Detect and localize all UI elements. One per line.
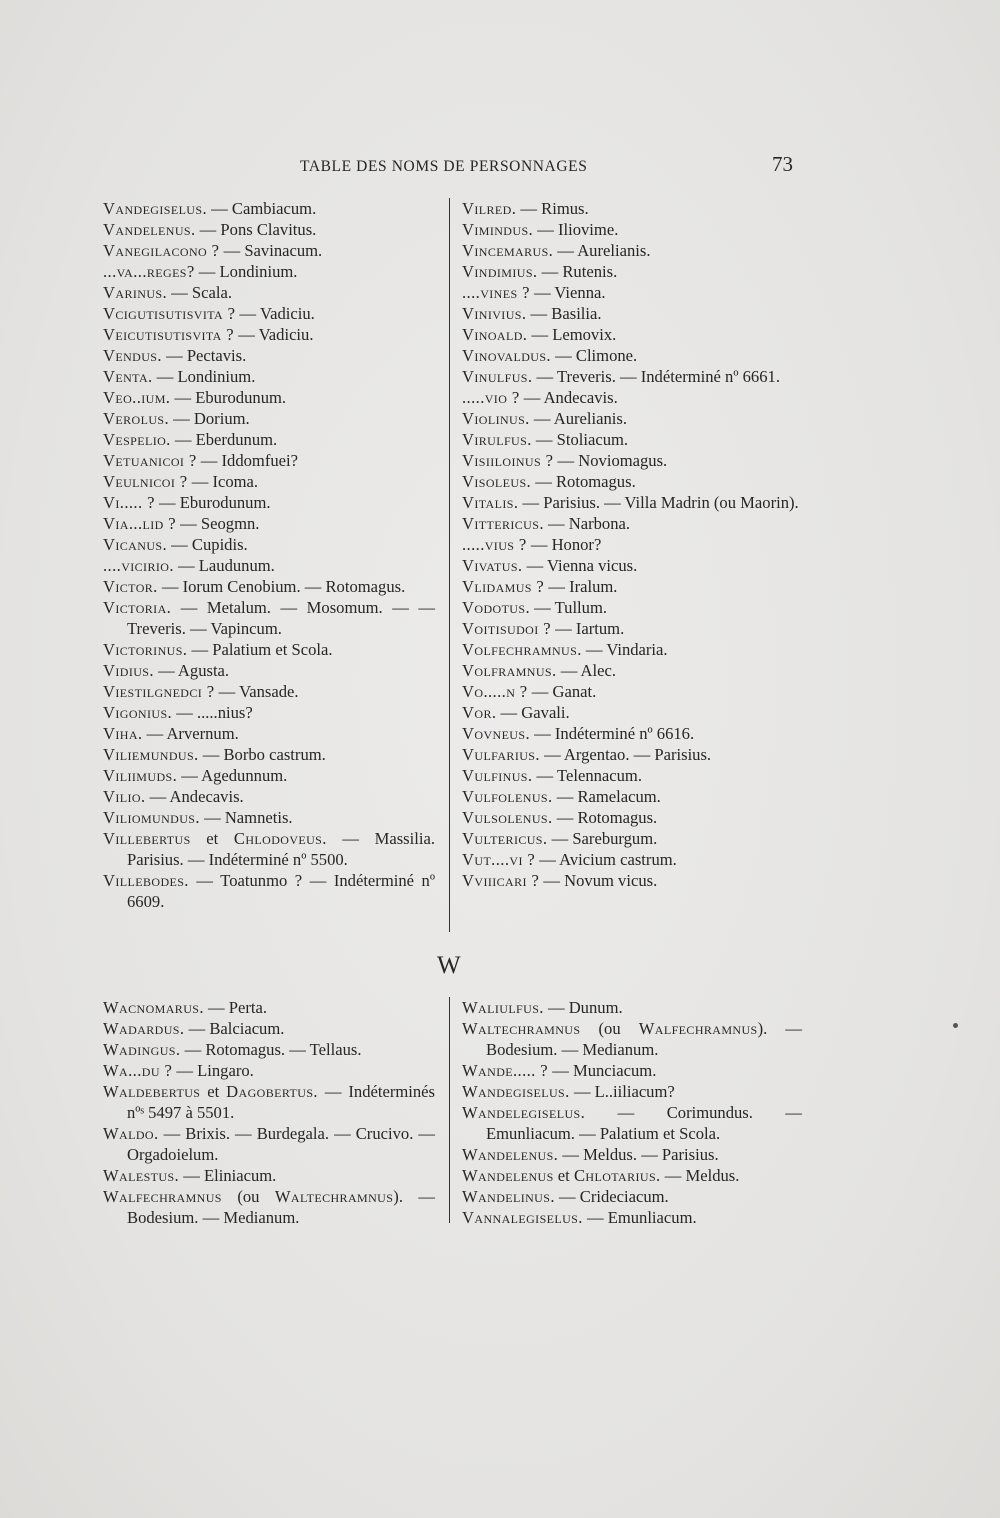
entry-connector: (ou (580, 1019, 639, 1038)
entry-places: — Indéterminé nº 6616. (530, 724, 695, 743)
index-entry (103, 786, 435, 807)
index-entry (462, 240, 802, 261)
index-entry (462, 429, 802, 450)
index-entry (462, 408, 802, 429)
index-entry (462, 324, 802, 345)
entry-places: — Rotomagus. (531, 472, 636, 491)
entry-name: Vinulfus. (462, 367, 533, 386)
entry-places: — Iddomfuei? (196, 451, 299, 470)
entry-name: Vivatus. (462, 556, 523, 575)
index-entry (103, 997, 435, 1018)
index-entry (103, 723, 435, 744)
entry-name: Vinovaldus. (462, 346, 551, 365)
index-entry (462, 492, 802, 513)
index-entry (462, 576, 802, 597)
entry-name: Wacnomarus. (103, 998, 204, 1017)
entry-places: — Stoliacum. (531, 430, 629, 449)
entry-places: — Rotomagus. — Tellaus. (180, 1040, 362, 1059)
entry-places: — Vadiciu. (235, 304, 315, 323)
entry-name: Verolus. (103, 409, 170, 428)
entry-places: — Avicium castrum. (535, 850, 677, 869)
entry-places: — Balciacum. (184, 1019, 285, 1038)
entry-name: Vlidamus ? (462, 577, 545, 596)
page-number: 73 (772, 152, 793, 176)
index-entry (103, 429, 435, 450)
entry-places: — Savinacum. (219, 241, 323, 260)
entry-connector: et (190, 829, 234, 848)
index-column-upper-right (462, 198, 802, 891)
index-entry (103, 1018, 435, 1039)
margin-dot (953, 1023, 958, 1028)
entry-name: Wadardus. (103, 1019, 185, 1038)
index-entry (462, 870, 802, 891)
index-entry (462, 828, 802, 849)
entry-name-secondary: Waltechramnus (274, 1187, 394, 1206)
entry-places: — Scala. (167, 283, 232, 302)
entry-name: Vetuanicoi ? (103, 451, 197, 470)
entry-connector: et (200, 1082, 227, 1101)
entry-name: Visiiloinus ? (462, 451, 554, 470)
entry-places: — Dunum. (543, 998, 623, 1017)
index-entry (103, 366, 435, 387)
entry-name: Vindimius. (462, 262, 538, 281)
index-entry (103, 534, 435, 555)
entry-name: Waltechramnus (462, 1019, 581, 1038)
entry-places: — Aurelianis. (553, 241, 651, 260)
entry-connector: et (553, 1166, 574, 1185)
entry-places: — Corimundus. — Emunliacum. — Palatium et Scola. (486, 1103, 802, 1143)
entry-name: .....vius ? (462, 535, 527, 554)
entry-name: Viliomundus. (103, 808, 200, 827)
column-divider-upper (449, 198, 450, 932)
entry-places: — Vienna vicus. (522, 556, 638, 575)
entry-name: Vincemarus. (462, 241, 554, 260)
index-entry (462, 198, 802, 219)
entry-places: — Eburodunum. (154, 493, 271, 512)
entry-places: — Vindaria. (581, 640, 668, 659)
index-entry (462, 807, 802, 828)
index-entry (462, 345, 802, 366)
entry-places: — Crideciacum. (554, 1187, 669, 1206)
entry-places: — Lingaro. (172, 1061, 254, 1080)
entry-name: Vor. (462, 703, 497, 722)
entry-name: Venta. (103, 367, 153, 386)
entry-places: — Narbona. (543, 514, 631, 533)
entry-places: — Pons Clavitus. (195, 220, 317, 239)
entry-places: — Lemovix. (527, 325, 617, 344)
entry-places: — Honor? (526, 535, 602, 554)
entry-places: — Telennacum. (532, 766, 642, 785)
index-entry (462, 681, 802, 702)
entry-name: Vittericus. (462, 514, 544, 533)
entry-places: — Cambiacum. (207, 199, 317, 218)
entry-places: — Seogmn. (176, 514, 260, 533)
entry-name: Vandelenus. (103, 220, 196, 239)
entry-name: ....vines ? (462, 283, 530, 302)
index-entry (103, 492, 435, 513)
index-entry (103, 324, 435, 345)
entry-name: Veo..ium. (103, 388, 171, 407)
entry-places: — Sareburgum. (547, 829, 658, 848)
entry-places: — Munciacum. (548, 1061, 657, 1080)
entry-name: Wande..... ? (462, 1061, 549, 1080)
entry-name: Volfechramnus. (462, 640, 582, 659)
index-entry (103, 303, 435, 324)
entry-name: Wandelenus (462, 1166, 554, 1185)
index-entry (103, 219, 435, 240)
entry-name: Varinus. (103, 283, 168, 302)
entry-name: Victorinus. (103, 640, 188, 659)
entry-places: — Iorum Cenobium. — Rotomagus. (157, 577, 406, 596)
entry-places: — Icoma. (187, 472, 259, 491)
index-entry (462, 1165, 802, 1186)
entry-places: — Iliovime. (533, 220, 619, 239)
entry-name: Virulfus. (462, 430, 532, 449)
index-entry (462, 597, 802, 618)
index-entry (462, 660, 802, 681)
entry-places: — Londinium. (152, 367, 256, 386)
index-column-lower-right (462, 997, 802, 1228)
entry-places: — Meldus. — Parisius. (558, 1145, 719, 1164)
entry-places: — Iartum. (550, 619, 625, 638)
entry-name: Viliemundus. (103, 745, 199, 764)
entry-name: Violinus. (462, 409, 530, 428)
index-entry (462, 723, 802, 744)
entry-places: — Parisius. — Villa Madrin (ou Maorin). (518, 493, 799, 512)
entry-name: Vespelio. (103, 430, 171, 449)
entry-name: Wadingus. (103, 1040, 181, 1059)
index-entry (462, 618, 802, 639)
entry-places: — Tullum. (530, 598, 608, 617)
entry-places: — Argentao. — Parisius. (539, 745, 712, 764)
entry-name: Victor. (103, 577, 158, 596)
index-entry (462, 744, 802, 765)
entry-places: — Arvernum. (142, 724, 239, 743)
index-entry (103, 597, 435, 639)
entry-name: Vcigutisutisvita ? (103, 304, 236, 323)
entry-places: — Iralum. (544, 577, 618, 596)
index-entry (103, 471, 435, 492)
index-entry (103, 555, 435, 576)
entry-name: Vinivius. (462, 304, 527, 323)
entry-places: ). — Bodesium. — Medianum. (127, 1187, 435, 1227)
entry-name: Via...lid ? (103, 514, 176, 533)
entry-places: — Agusta. (153, 661, 230, 680)
index-entry (462, 1018, 802, 1060)
entry-name: Villebertus (103, 829, 191, 848)
entry-places: — .....nius? (172, 703, 253, 722)
entry-places: — Basilia. (526, 304, 602, 323)
index-entry (462, 702, 802, 723)
index-entry (103, 345, 435, 366)
entry-places: — Laudunum. (173, 556, 275, 575)
entry-places: — Palatium et Scola. (187, 640, 333, 659)
entry-name: Victoria. (103, 598, 172, 617)
index-entry (462, 219, 802, 240)
entry-places: — Perta. (203, 998, 268, 1017)
index-entry (103, 639, 435, 660)
index-entry (103, 1081, 435, 1123)
entry-name: Vultericus. (462, 829, 548, 848)
entry-name: ...va...reges? (103, 262, 195, 281)
entry-name: Vicanus. (103, 535, 168, 554)
entry-name: Vi..... ? (103, 493, 155, 512)
entry-places: ). — Bodesium. — Medianum. (486, 1019, 802, 1059)
entry-name: Viliimuds. (103, 766, 178, 785)
entry-name: Veulnicoi ? (103, 472, 188, 491)
entry-places: — Cupidis. (167, 535, 248, 554)
entry-places: — Rimus. (516, 199, 589, 218)
index-column-lower-left (103, 997, 435, 1228)
index-entry (462, 366, 802, 387)
entry-name: Vitalis. (462, 493, 519, 512)
entry-name: Vigonius. (103, 703, 173, 722)
running-title: TABLE DES NOMS DE PERSONNAGES (300, 158, 588, 175)
entry-places: — Andecavis. (145, 787, 244, 806)
entry-name-secondary: Chlodoveus. (233, 829, 327, 848)
entry-name: Vovneus. (462, 724, 530, 743)
entry-places: — Meldus. (660, 1166, 740, 1185)
index-entry (103, 240, 435, 261)
entry-places: — Eberdunum. (170, 430, 278, 449)
column-divider-lower (449, 997, 450, 1223)
entry-name: Wandegiselus. (462, 1082, 570, 1101)
entry-name: Vendus. (103, 346, 162, 365)
entry-name: Vilred. (462, 199, 517, 218)
index-entry (103, 513, 435, 534)
index-entry (103, 1123, 435, 1165)
entry-name: .....vio ? (462, 388, 520, 407)
index-entry (462, 303, 802, 324)
index-entry (103, 387, 435, 408)
entry-places: — Vienna. (529, 283, 606, 302)
entry-name: Walestus. (103, 1166, 180, 1185)
index-entry (103, 828, 435, 870)
index-column-upper-left (103, 198, 435, 912)
entry-places: — Dorium. (169, 409, 250, 428)
entry-places: — Rotomagus. (552, 808, 658, 827)
index-entry (103, 282, 435, 303)
entry-name: Waldo. (103, 1124, 159, 1143)
entry-places: — Treveris. — Indéterminé nº 6661. (532, 367, 780, 386)
entry-name: Veicutisutisvita ? (103, 325, 235, 344)
index-entry (462, 513, 802, 534)
index-entry (462, 765, 802, 786)
index-entry (103, 261, 435, 282)
entry-connector: (ou (221, 1187, 275, 1206)
index-entry (103, 765, 435, 786)
entry-name: Viha. (103, 724, 143, 743)
entry-places: — Pectavis. (161, 346, 247, 365)
entry-name: Waliulfus. (462, 998, 544, 1017)
index-entry (462, 1186, 802, 1207)
index-entry (103, 870, 435, 912)
entry-name: Vviiicari ? (462, 871, 540, 890)
index-entry (103, 660, 435, 681)
entry-places: — Vansade. (214, 682, 299, 701)
entry-places: — Climone. (550, 346, 638, 365)
index-entry (462, 786, 802, 807)
entry-name: Waldebertus (103, 1082, 201, 1101)
entry-places: — Toatunmo ? — Indéterminé nº 6609. (127, 871, 435, 911)
entry-name: Wandelenus. (462, 1145, 559, 1164)
entry-places: — Ramelacum. (552, 787, 661, 806)
section-letter-heading: W (437, 952, 461, 979)
entry-places: — Brixis. — Burdegala. — Crucivo. — Orgadoielum. (127, 1124, 435, 1164)
entry-places: — Gavali. (496, 703, 570, 722)
index-entry (462, 471, 802, 492)
index-entry (103, 198, 435, 219)
entry-name: Vodotus. (462, 598, 530, 617)
index-entry (103, 1060, 435, 1081)
entry-name-secondary: Chlotarius. (573, 1166, 661, 1185)
index-entry (462, 639, 802, 660)
index-entry (462, 261, 802, 282)
index-entry (462, 1207, 802, 1228)
entry-places: — Eburodunum. (170, 388, 287, 407)
entry-name: Vandegiselus. (103, 199, 207, 218)
index-entry (103, 576, 435, 597)
index-entry (462, 1144, 802, 1165)
entry-places: — Borbo castrum. (198, 745, 326, 764)
entry-name: Viestilgnedci ? (103, 682, 215, 701)
index-entry (462, 1060, 802, 1081)
index-entry (103, 1165, 435, 1186)
entry-places: — Vadiciu. (234, 325, 314, 344)
entry-places: — Eliniacum. (179, 1166, 277, 1185)
entry-name: Vut....vi ? (462, 850, 536, 869)
index-entry (103, 408, 435, 429)
entry-places: — Agedunnum. (177, 766, 288, 785)
entry-places: — Indéterminés nºˢ 5497 à 5501. (127, 1082, 435, 1122)
entry-places: — Novum vicus. (539, 871, 658, 890)
entry-name: Vimindus. (462, 220, 534, 239)
index-entry (462, 555, 802, 576)
index-entry (462, 1102, 802, 1144)
index-entry (462, 849, 802, 870)
entry-places: — Emunliacum. (582, 1208, 697, 1227)
entry-name: Voitisudoi ? (462, 619, 551, 638)
entry-places: — Alec. (556, 661, 617, 680)
entry-name: Vinoald. (462, 325, 528, 344)
entry-name: Vulsolenus. (462, 808, 553, 827)
entry-places: — Aurelianis. (529, 409, 627, 428)
index-entry (462, 282, 802, 303)
entry-name: ....vicirio. (103, 556, 174, 575)
index-entry (462, 534, 802, 555)
entry-places: — L..iiliacum? (569, 1082, 675, 1101)
entry-name: Walfechramnus (103, 1187, 222, 1206)
index-entry (103, 744, 435, 765)
entry-places: — Andecavis. (519, 388, 618, 407)
index-entry (103, 1186, 435, 1228)
index-entry (462, 387, 802, 408)
entry-name: Wandelegiselus. (462, 1103, 586, 1122)
entry-name: Volframnus. (462, 661, 557, 680)
entry-name: Visoleus. (462, 472, 532, 491)
entry-name: Vulfarius. (462, 745, 540, 764)
index-entry (103, 681, 435, 702)
entry-name: Wa...du ? (103, 1061, 173, 1080)
entry-places: — Noviomagus. (553, 451, 668, 470)
entry-places: — Ganat. (527, 682, 597, 701)
entry-name: Villebodes. (103, 871, 189, 890)
entry-name-secondary: Dagobertus. (226, 1082, 318, 1101)
entry-places: — Rutenis. (537, 262, 618, 281)
index-entry (462, 1081, 802, 1102)
entry-name: Wandelinus. (462, 1187, 555, 1206)
entry-name: Vulfinus. (462, 766, 533, 785)
index-entry (462, 997, 802, 1018)
entry-places: — Namnetis. (199, 808, 293, 827)
entry-name: Vanegilacono ? (103, 241, 220, 260)
entry-places: — Massilia. Parisius. — Indéterminé nº 5500. (127, 829, 435, 869)
entry-name: Vidius. (103, 661, 154, 680)
index-entry (103, 450, 435, 471)
entry-places: — Metalum. — Mosomum. — — Treveris. — Vapincum. (127, 598, 435, 638)
entry-name: Vannalegiselus. (462, 1208, 583, 1227)
entry-name: Vo.....n ? (462, 682, 528, 701)
index-entry (103, 807, 435, 828)
entry-places: — Londinium. (194, 262, 298, 281)
index-entry (462, 450, 802, 471)
entry-name-secondary: Walfechramnus (638, 1019, 758, 1038)
index-entry (103, 702, 435, 723)
entry-name: Vulfolenus. (462, 787, 553, 806)
index-entry (103, 1039, 435, 1060)
entry-name: Vilio. (103, 787, 146, 806)
